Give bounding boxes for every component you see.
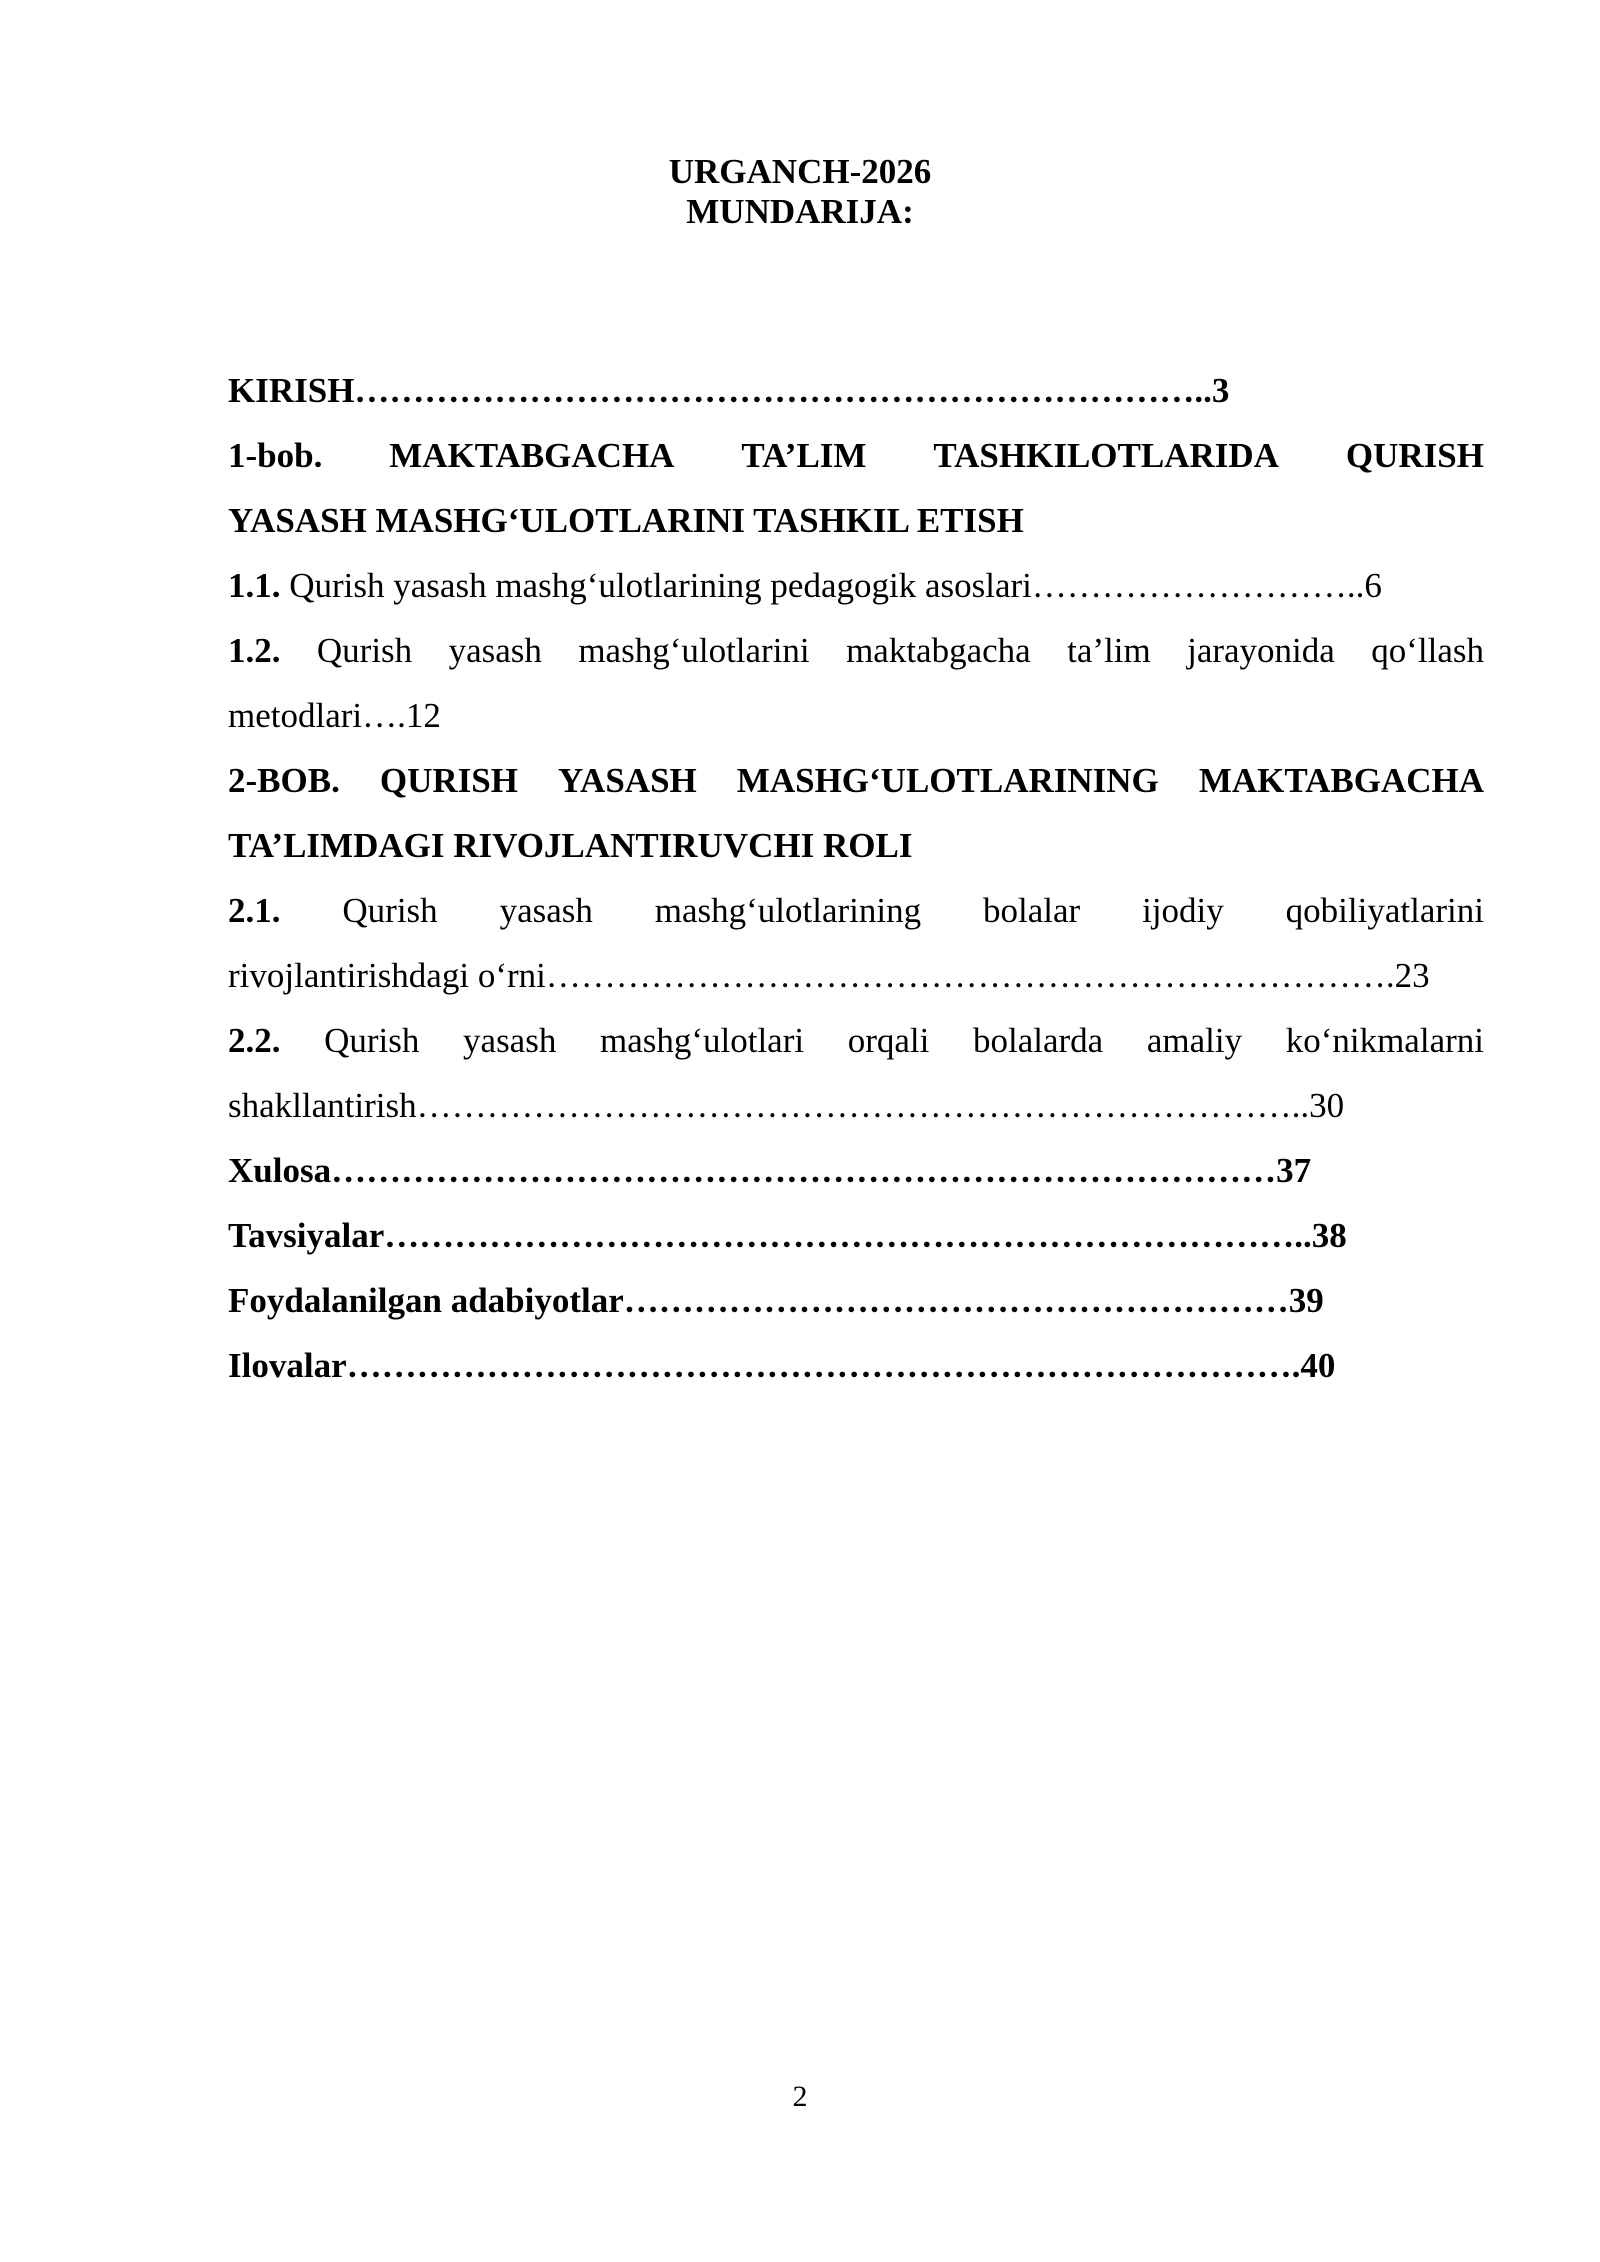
toc-word: jarayonida [1187, 631, 1335, 670]
toc-section-text-end: metodlari….12 [228, 696, 441, 735]
toc-kirish-text: KIRISH………………………………………………………………..3 [228, 371, 1230, 410]
toc-chapter2-line1[interactable] [228, 748, 1484, 813]
toc-word: ijodiy [1142, 891, 1224, 930]
toc-entry-xulosa[interactable] [228, 1138, 1484, 1203]
page-number: 2 [792, 2080, 808, 2113]
toc-word: bolalar [983, 891, 1081, 930]
toc-word: QURISH [379, 761, 518, 800]
toc-word: amaliy [1146, 1021, 1243, 1060]
toc-word: qo‘llash [1371, 631, 1484, 670]
toc-word: bolalarda [972, 1021, 1104, 1060]
toc-section-number: 1.2. [228, 631, 281, 670]
city-year: URGANCH-2026 [668, 152, 932, 191]
toc-word: YASASH [557, 761, 697, 800]
toc-chapter2-line2[interactable] [228, 813, 1484, 878]
toc-entry-kirish[interactable] [228, 358, 1484, 423]
toc-chapter2-title-end: TA’LIMDAGI RIVOJLANTIRUVCHI ROLI [228, 826, 913, 865]
toc-word: TA’LIM [741, 436, 867, 475]
toc-tavsiyalar-text: Tavsiyalar……………………………………………………………………..38 [228, 1216, 1347, 1255]
toc-section-number: 2.2. [228, 1021, 281, 1060]
toc-word: MAKTABGACHA [389, 436, 675, 475]
toc-section-number: 1.1. [228, 566, 281, 605]
toc-section-text-end: rivojlantirishdagi o‘rni……………………………………………………………….23 [228, 956, 1430, 995]
toc-word: mashg‘ulotlarining [654, 891, 922, 930]
toc-section-text-end: shakllantirish…………………………………………………………………..30 [228, 1086, 1345, 1125]
toc-section-number: 2.1. [228, 891, 281, 930]
toc-ilovalar-text: Ilovalar……………………………………………………………………….40 [228, 1346, 1336, 1385]
toc-entry-1-2-line1[interactable] [228, 618, 1484, 683]
toc-word: qobiliyatlarini [1285, 891, 1484, 930]
toc-word: yasash [448, 631, 542, 670]
toc-word: Qurish [324, 1021, 420, 1060]
toc-word: MASHG‘ULOTLARINING [736, 761, 1159, 800]
contents-title: MUNDARIJA: [686, 192, 914, 231]
toc-word: orqali [847, 1021, 930, 1060]
toc-chapter1-line2[interactable] [228, 488, 1484, 553]
toc-word: Qurish [342, 891, 438, 930]
toc-word: yasash [463, 1021, 557, 1060]
toc-adabiyotlar-text: Foydalanilgan adabiyotlar…………………………………………………39 [228, 1281, 1324, 1320]
toc-word: 1-bob. [228, 436, 323, 475]
toc-entry-2-2-line1[interactable] [228, 1008, 1484, 1073]
toc-word: Qurish [316, 631, 413, 670]
toc-entry-1-2-line2[interactable] [228, 683, 1484, 748]
toc-word: yasash [499, 891, 593, 930]
toc-word: maktabgacha [846, 631, 1031, 670]
toc-entry-tavsiyalar[interactable] [228, 1203, 1484, 1268]
toc-entry-2-1-line2[interactable] [228, 943, 1484, 1008]
toc-entry-1-1[interactable] [228, 553, 1484, 618]
toc-word: 2-BOB. [228, 761, 340, 800]
toc-word: ta’lim [1067, 631, 1151, 670]
toc-word: QURISH [1345, 436, 1484, 475]
toc-word: ko‘nikmalarni [1285, 1021, 1484, 1060]
toc-word: mashg‘ulotlari [599, 1021, 805, 1060]
toc-word: MAKTABGACHA [1198, 761, 1484, 800]
toc-section-text: Qurish yasash mashg‘ulotlarining pedagogik asoslari………………………..6 [280, 566, 1382, 605]
toc-entry-ilovalar[interactable] [228, 1333, 1484, 1398]
toc-chapter1-title-end: YASASH MASHG‘ULOTLARINI TASHKIL ETISH [228, 501, 1024, 540]
toc-chapter1-line1[interactable] [228, 423, 1484, 488]
toc-entry-adabiyotlar[interactable] [228, 1268, 1484, 1333]
toc-entry-2-2-line2[interactable] [228, 1073, 1484, 1138]
toc-entry-2-1-line1[interactable] [228, 878, 1484, 943]
toc-word: mashg‘ulotlarini [578, 631, 810, 670]
page-header [0, 152, 1600, 232]
toc-word: TASHKILOTLARIDA [933, 436, 1279, 475]
table-of-contents [228, 358, 1484, 1398]
toc-xulosa-text: Xulosa………………………………………………………………………37 [228, 1151, 1312, 1190]
